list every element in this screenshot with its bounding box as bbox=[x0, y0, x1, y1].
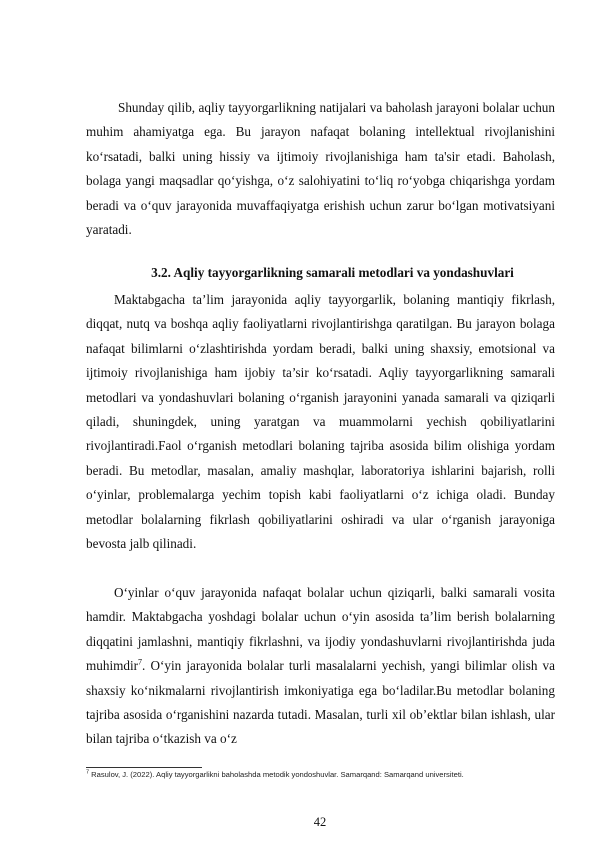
paragraph-text: Shunday qilib, aqliy tayyorgarlikning natijalari va baholash jarayoni bolalar uchun muhim ahamiyatga ega. Bu jarayon nafaqat bolaning intellektual rivojlanishini ko‘rsatadi, balki uning hissiy va ijtimoiy rivojlanishiga ham ta'sir etadi. Baholash, bolaga yangi maqsadlar qo‘yishga, o‘z salohiyatini to‘liq ro‘yobga chiqarishga yordam beradi va o‘quv jarayonida muvaffaqiyatga erishish uchun zarur bo‘lgan motivatsiyani yaratadi. bbox=[86, 100, 555, 238]
paragraph-intro bbox=[86, 96, 555, 242]
paragraph-methods bbox=[86, 288, 555, 556]
footnote-number: 7 bbox=[86, 769, 90, 776]
paragraph-text-start: O‘yinlar o‘quv jarayonida nafaqat bolalar uchun qiziqarli, balki samarali vosita hamdir. Maktabgacha yoshdagi bolalar uchun o‘yin asosida ta’lim berish bolalarning diqqatini jamlashni, mantiqiy fikrlashni, va ijodiy yondashuvlarni rivojlantirishda juda muhimdir bbox=[86, 585, 555, 674]
paragraph-text-end: . O‘yin jarayonida bolalar turli masalalarni yechish, yangi bilimlar olish va shaxsiy ko‘nikmalarni rivojlantirish imkoniyatiga ega bo‘ladilar.Bu metodlar bolaning tajriba asosida o‘rganishini nazarda tutadi. Masalan, turli xil ob’ektlar bilan ishlash, ular bilan tajriba o‘tkazish va o‘z bbox=[86, 658, 555, 747]
paragraph-text: Maktabgacha ta’lim jarayonida aqliy tayyorgarlik, bolaning mantiqiy fikrlash, diqqat, nutq va boshqa aqliy faoliyatlarni rivojlantirishga qaratilgan. Bu jarayon bolaga nafaqat bilimlarni o‘zlashtirishda yordam beradi, balki uning shaxsiy, emotsional va ijtimoiy rivojlanishiga ham ijobiy ta’sir ko‘rsatadi. Aqliy tayyorgarlikning samarali metodlari va yondashuvlari bolaning o‘rganish jarayonini yanada samarali va qiziqarli qiladi, shuningdek, uning yaratgan va muammolarni yechish qobiliyatlarini rivojlantiradi.Faol o‘rganish metodlari bolaning tajriba asosida bilim olishiga yordam beradi. Bu metodlar, masalan, amaliy mashqlar, laboratoriya ishlarini bajarish, rolli o‘yinlar, problemalarga yechim topish kabi faoliyatlarni o‘z ichiga oladi. Bunday metodlar bolalarning fikrlash qobiliyatlarini oshiradi va ular o‘rganish jarayoniga bevosta jalb qilinadi. bbox=[86, 292, 555, 552]
footnote-divider bbox=[86, 767, 202, 768]
page-number: 42 bbox=[313, 815, 327, 829]
footnote bbox=[86, 769, 555, 780]
section-heading: 3.2. Aqliy tayyorgarlikning samarali metodlari va yondashuvlari bbox=[151, 265, 514, 280]
paragraph-games bbox=[86, 581, 555, 752]
footnote-reference[interactable]: 7 bbox=[138, 657, 143, 667]
paragraph-text bbox=[86, 581, 555, 752]
footnote-text: Rasulov, J. (2022). Aqliy tayyorgarlikni baholashda metodik yondoshuvlar. Samarqand: Samarqand universiteti. bbox=[89, 770, 464, 779]
